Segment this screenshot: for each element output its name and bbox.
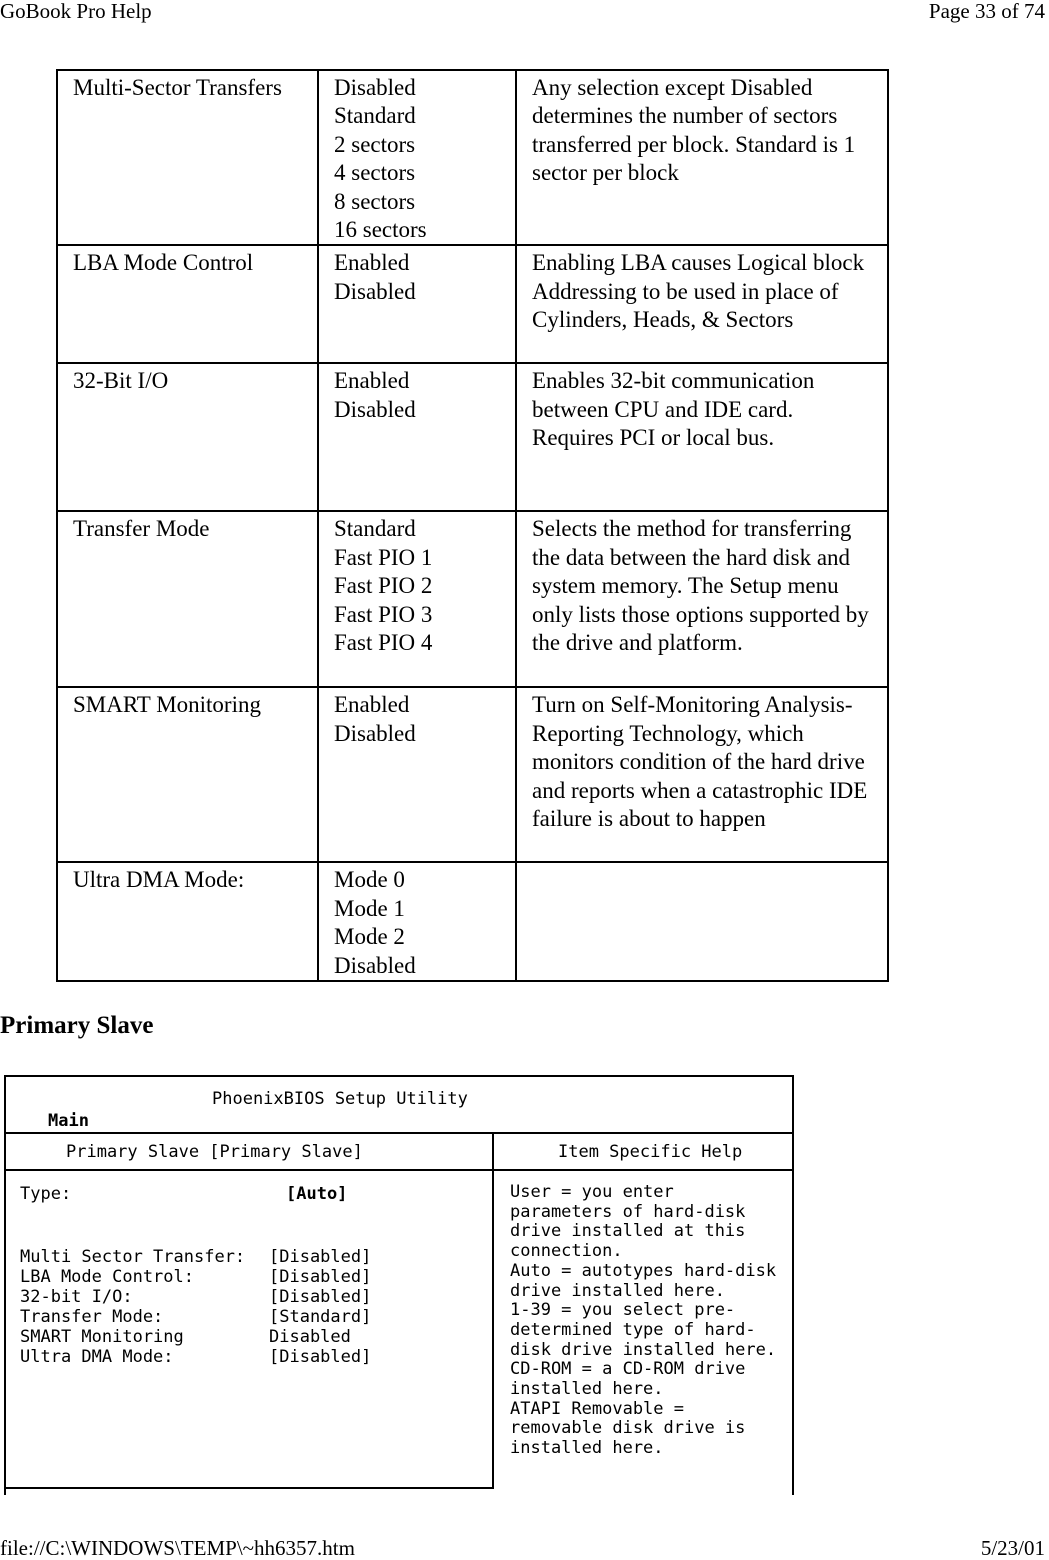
option-value: Disabled [334, 396, 416, 422]
bios-type-label: Type: [20, 1184, 72, 1204]
bios-help-title: Item Specific Help [558, 1142, 743, 1162]
table-row [57, 70, 888, 245]
bios-help-line: installed here. [510, 1379, 664, 1399]
bios-field-value: Disabled [269, 1327, 351, 1347]
option-value: Disabled [334, 75, 416, 100]
bios-field-label: Ultra DMA Mode: [20, 1347, 174, 1367]
setting-name: SMART Monitoring [57, 687, 318, 862]
option-value: Mode 1 [334, 895, 405, 921]
setting-options [318, 70, 516, 245]
option-value: 4 sectors [334, 160, 416, 186]
bios-help-line: 1-39 = you select pre- [510, 1300, 736, 1321]
option-value: Standard [334, 103, 416, 129]
option-value: 8 sectors [334, 188, 416, 214]
bios-help-line: User = you enter [510, 1182, 674, 1202]
table-row [57, 687, 888, 862]
page-number: Page 33 of 74 [928, 0, 1045, 23]
bios-type-value: [Auto] [286, 1184, 348, 1204]
setting-options [318, 245, 516, 363]
table-row [57, 245, 888, 363]
bios-help-line: drive installed here. [510, 1280, 725, 1301]
option-value: Fast PIO 2 [334, 573, 433, 599]
table-row [57, 363, 888, 511]
setting-options [318, 687, 516, 862]
bios-field-label: Transfer Mode: [20, 1307, 164, 1327]
settings-table [56, 69, 889, 982]
bios-divider-header [6, 1169, 792, 1171]
bios-field-value: [Disabled] [269, 1267, 372, 1287]
bios-help-line: parameters of hard-disk [510, 1201, 746, 1222]
bios-help-line: ATAPI Removable = [510, 1398, 684, 1419]
setting-description: Selects the method for transferring the data between the hard disk and system memory. The Setup menu only lists those options supported by the drive and platform. [516, 511, 888, 687]
bios-help-line: drive installed at this [510, 1221, 746, 1242]
setting-options [318, 363, 516, 511]
setting-name: Multi-Sector Transfers [57, 70, 318, 245]
setting-description: Turn on Self-Monitoring Analysis-Reporting Technology, which monitors condition of the hard drive and reports when a catastrophic IDE failure is about to happen [516, 687, 888, 862]
bios-field-value: [Disabled] [269, 1247, 372, 1267]
file-path: file://C:\WINDOWS\TEMP\~hh6357.htm [0, 1536, 355, 1560]
bios-menu-main: Main [48, 1111, 89, 1131]
bios-field-value: [Disabled] [269, 1347, 372, 1367]
bios-divider-top [6, 1132, 792, 1134]
bios-help-line: connection. [510, 1241, 623, 1262]
setting-name: Ultra DMA Mode: [57, 862, 318, 981]
document-title: GoBook Pro Help [0, 0, 152, 23]
bios-divider-bottom-left [6, 1487, 494, 1489]
option-value: Disabled [334, 278, 416, 304]
bios-screenshot [4, 1075, 794, 1495]
bios-field-value: [Standard] [269, 1307, 372, 1327]
bios-panel-title: Primary Slave [Primary Slave] [66, 1142, 363, 1162]
option-value: Fast PIO 1 [334, 544, 433, 570]
setting-name: Transfer Mode [57, 511, 318, 687]
setting-description: Enabling LBA causes Logical block Addressing to be used in place of Cylinders, Heads, & Sectors [516, 245, 888, 363]
setting-options [318, 862, 516, 981]
option-value: Mode 0 [334, 867, 405, 893]
option-value: Enabled [334, 250, 410, 276]
option-value: Standard [334, 516, 416, 542]
section-title: Primary Slave [0, 1012, 154, 1039]
print-date: 5/23/01 [980, 1536, 1045, 1560]
bios-title: PhoenixBIOS Setup Utility [212, 1089, 468, 1109]
bios-help-line: determined type of hard- [510, 1319, 756, 1340]
bios-field-label: SMART Monitoring [20, 1327, 184, 1347]
setting-name: 32-Bit I/O [57, 363, 318, 511]
setting-description: Enables 32-bit communication between CPU and IDE card. Requires PCI or local bus. [516, 363, 888, 511]
option-value: Fast PIO 3 [334, 601, 433, 627]
option-value: 2 sectors [334, 131, 416, 157]
option-value: Mode 2 [334, 924, 405, 950]
bios-help-line: removable disk drive is [510, 1418, 746, 1439]
bios-field-label: 32-bit I/O: [20, 1287, 133, 1307]
bios-divider-vertical [492, 1132, 494, 1487]
bios-field-value: [Disabled] [269, 1287, 372, 1307]
setting-name: LBA Mode Control [57, 245, 318, 363]
bios-help-line: disk drive installed here. [510, 1339, 777, 1360]
table-row [57, 511, 888, 687]
setting-description: Any selection except Disabled determines the number of sectors transferred per block. Standard is 1 sector per block [516, 70, 888, 245]
bios-field-label: Multi Sector Transfer: [20, 1247, 246, 1267]
option-value: Disabled [334, 952, 416, 978]
table-row [57, 862, 888, 981]
setting-description [516, 862, 888, 981]
bios-field-label: LBA Mode Control: [20, 1267, 194, 1287]
option-value: 16 sectors [334, 217, 427, 243]
bios-help-line: CD-ROM = a CD-ROM drive [510, 1359, 746, 1380]
bios-help-line: installed here. [510, 1438, 664, 1459]
option-value: Disabled [334, 720, 416, 746]
option-value: Enabled [334, 368, 410, 394]
bios-help-line: Auto = autotypes hard-disk [510, 1260, 777, 1281]
option-value: Fast PIO 4 [334, 630, 433, 656]
setting-options [318, 511, 516, 687]
option-value: Enabled [334, 692, 410, 718]
